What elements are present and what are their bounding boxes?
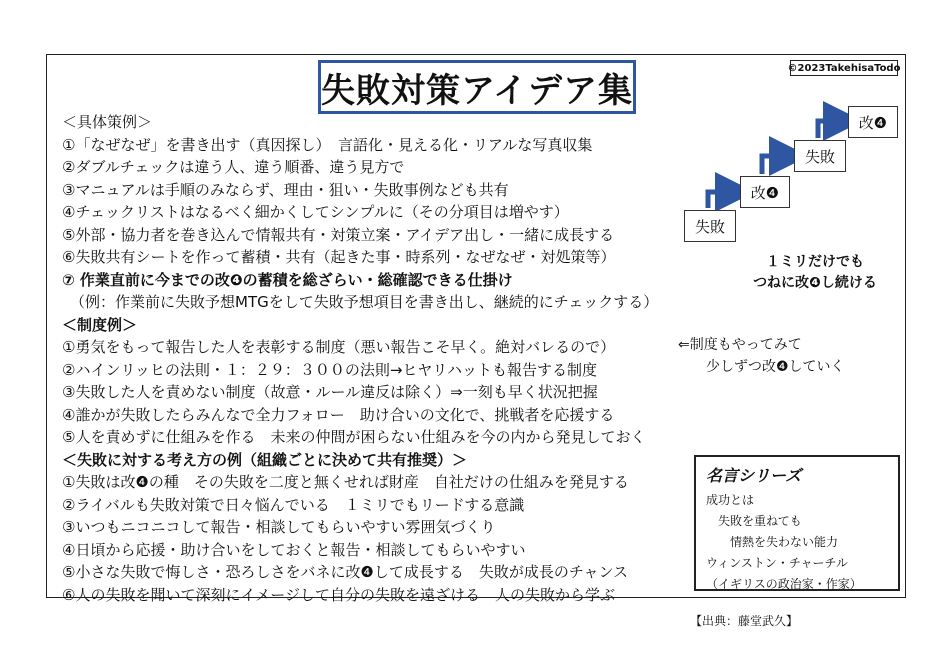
idea-line: ③マニュアルは手順のみならず、理由・狙い・失敗事例なども共有 xyxy=(62,180,509,199)
stair-caption xyxy=(720,252,910,294)
idea-line: ④誰かが失敗したらみんなで全力フォロー 助け合いの文化で、挑戦者を応援する xyxy=(62,405,615,424)
idea-line: ＜失敗に対する考え方の例（組織ごとに決めて共有推奨）＞ xyxy=(62,450,468,469)
quote-line: 成功とは xyxy=(706,493,755,507)
stair-step-4: 改❹ xyxy=(848,106,898,138)
idea-line: ⑤人を責めずに仕組みを作る 未来の仲間が困らない仕組みを今の内から発見しておく xyxy=(62,428,646,446)
stair-arrow-1 xyxy=(708,192,735,208)
idea-line: ①「なぜなぜ」を書き出す（真因探し） 言語化・見える化・リアルな写真収集 xyxy=(62,135,593,154)
quote-lines xyxy=(706,490,888,595)
idea-line: ⑥失敗共有シートを作って蓄積・共有（起きた事・時系列・なぜなぜ・対処策等） xyxy=(62,248,616,266)
idea-line: ＜制度例＞ xyxy=(62,315,138,334)
idea-line: ①失敗は改❹の種 その失敗を二度と無くせれば財産 自社だけの仕組みを発見する xyxy=(62,473,629,491)
copyright-label: ©2023TakehisaTodo xyxy=(790,60,898,76)
idea-line: ＜具体策例＞ xyxy=(62,113,153,131)
page-title: 失敗対策アイデア集 xyxy=(321,70,633,111)
stair-arrow-2 xyxy=(762,156,789,174)
idea-line: ⑤小さな失敗で悔しさ・恐ろしさをバネに改❹して成長する 失敗が成長のチャンス xyxy=(62,563,628,581)
idea-line: ④日頃から応援・助け合いをしておくと報告・相談してもらいやすい xyxy=(62,540,526,559)
system-note-line2: 少しずつ改❹していく xyxy=(706,359,845,375)
idea-line: ⑤外部・協力者を巻き込んで情報共有・対策立案・アイデア出し・一緒に成長する xyxy=(62,225,615,244)
stair-arrow-3 xyxy=(818,121,843,138)
system-note xyxy=(678,334,918,378)
idea-line: ③失敗した人を責めない制度（故意・ルール違反は除く）⇒一刻も早く状況把握 xyxy=(62,383,598,401)
quote-line: 情熱を失わない能力 xyxy=(706,535,839,549)
stair-step-1: 失敗 xyxy=(684,210,736,242)
quote-title: 名言シリーズ xyxy=(706,466,802,485)
idea-line: ③いつもニコニコして報告・相談してもらいやすい雰囲気づくり xyxy=(62,518,496,536)
source-citation: 【出典：藤堂武久】 xyxy=(690,614,799,628)
idea-line: ⑥人の失敗を聞いて深刻にイメージして自分の失敗を遠ざける 人の失敗から学ぶ xyxy=(62,585,616,604)
idea-line: ①勇気をもって報告した人を表彰する制度（悪い報告こそ早く。絶対バレるので） xyxy=(62,338,616,356)
idea-line: ②ダブルチェックは違う人、違う順番、違う見方で xyxy=(62,158,405,176)
stair-step-2: 改❹ xyxy=(740,176,790,208)
quote-line: ウィンストン・チャーチル xyxy=(706,556,848,570)
quote-line: （イギリスの政治家・作家） xyxy=(706,577,862,591)
idea-line: ④チェックリストはなるべく細かくしてシンプルに（その分項目は増やす） xyxy=(62,203,569,221)
idea-line: ⑦ 作業直前に今までの改❹の蓄積を総ざらい・総確認できる仕掛け xyxy=(62,270,513,289)
quote-box xyxy=(694,455,900,591)
stair-step-3: 失敗 xyxy=(794,140,846,172)
quote-line: 失敗を重ねても xyxy=(706,514,802,528)
idea-line: ②ライバルも失敗対策で日々悩んでいる １ミリでもリードする意識 xyxy=(62,495,525,514)
stair-caption-line2: つねに改❹し続ける xyxy=(753,275,877,291)
system-note-line1: ⇐制度もやってみて xyxy=(678,337,802,353)
idea-line: ②ハインリッヒの法則・１：２９：３００の法則→ヒヤリハットも報告する制度 xyxy=(62,360,597,379)
stair-caption-line1: １ミリだけでも xyxy=(766,254,864,270)
idea-line: （例：作業前に失敗予想MTGをして失敗予想項目を書き出し、継続的にチェックする） xyxy=(70,293,659,311)
